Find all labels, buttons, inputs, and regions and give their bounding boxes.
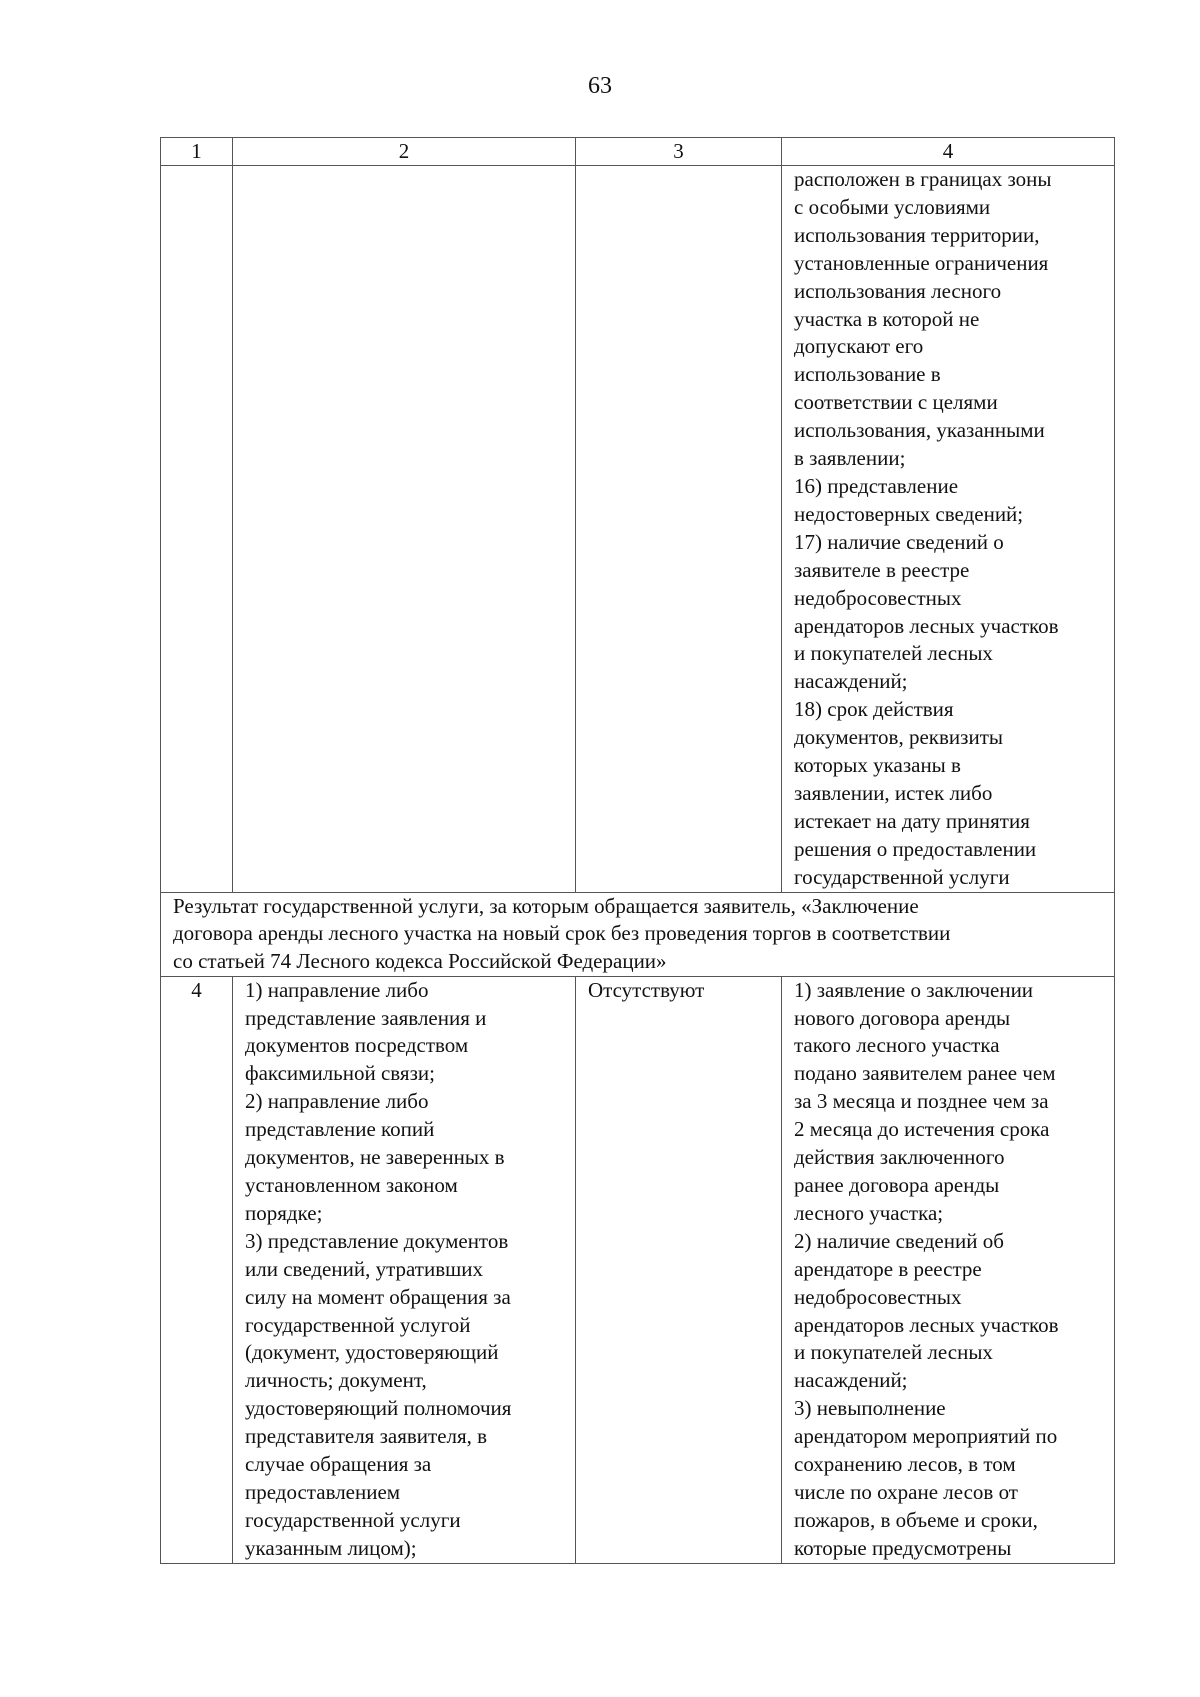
- text-line: соответствии с целями: [794, 390, 998, 415]
- text-line: арендатором мероприятий по: [794, 1424, 1058, 1449]
- text-line: насаждений;: [794, 669, 908, 694]
- text-line: удостоверяющий полномочия: [245, 1396, 512, 1421]
- text-line: действия заключенного: [794, 1145, 1005, 1170]
- text-line: 2) направление либо: [245, 1089, 429, 1114]
- text-line: Результат государственной услуги, за которым обращается заявитель, «Заключение: [173, 893, 919, 918]
- text-line: использования лесного: [794, 278, 1002, 303]
- text-line: установленном законом: [245, 1173, 458, 1198]
- text-line: установленные ограничения: [794, 250, 1049, 275]
- text-line: 1) направление либо: [245, 977, 429, 1002]
- text-line: 2) наличие сведений об: [794, 1228, 1004, 1253]
- page-number: 63: [588, 73, 612, 99]
- requirements-table: [160, 137, 1115, 1564]
- text-line: документов, реквизиты: [794, 725, 1003, 750]
- text-line: заявлении, истек либо: [794, 780, 993, 805]
- text-line: 18) срок действия: [794, 697, 954, 722]
- text-line: государственной услуги: [794, 864, 1010, 889]
- section-heading-text: [173, 893, 1106, 976]
- row4-col3-cell: Отсутствуют: [576, 976, 782, 1563]
- text-line: участка в которой не: [794, 306, 980, 331]
- text-line: случае обращения за: [245, 1452, 432, 1477]
- text-line: предоставлением: [245, 1479, 401, 1504]
- text-line: 1) заявление о заключении: [794, 977, 1034, 1002]
- text-line: силу на момент обращения за: [245, 1284, 511, 1309]
- table-row-4: [161, 976, 1115, 1563]
- row4-col4-text: [794, 977, 1106, 1563]
- continuation-col4-text: [794, 166, 1106, 892]
- text-line: нового договора аренды: [794, 1005, 1011, 1030]
- text-line: в заявлении;: [794, 446, 906, 471]
- table-row-continuation: [161, 166, 1115, 893]
- text-line: заявителе в реестре: [794, 557, 970, 582]
- text-line: арендаторов лесных участков: [794, 1312, 1059, 1337]
- text-line: документов посредством: [245, 1033, 469, 1058]
- header-cell-2: 2: [233, 138, 576, 166]
- text-line: недостоверных сведений;: [794, 501, 1024, 526]
- text-line: пожаров, в объеме и сроки,: [794, 1507, 1038, 1532]
- text-line: со статьей 74 Лесного кодекса Российской Федерации»: [173, 948, 667, 973]
- text-line: арендаторов лесных участков: [794, 613, 1059, 638]
- text-line: решения о предоставлении: [794, 836, 1037, 861]
- text-line: представителя заявителя, в: [245, 1424, 488, 1449]
- table-header-row: [161, 138, 1115, 166]
- text-line: порядке;: [245, 1200, 323, 1225]
- text-line: 3) представление документов: [245, 1228, 509, 1253]
- text-line: 16) представление: [794, 473, 959, 498]
- text-line: за 3 месяца и позднее чем за: [794, 1089, 1049, 1114]
- text-line: договора аренды лесного участка на новый срок без проведения торгов в соответствии: [173, 921, 951, 946]
- text-line: которые предусмотрены: [794, 1535, 1012, 1560]
- text-line: числе по охране лесов от: [794, 1479, 1018, 1504]
- text-line: истекает на дату принятия: [794, 808, 1030, 833]
- row4-col4-cell: [782, 976, 1115, 1563]
- section-heading-row: [161, 892, 1115, 976]
- text-line: использования, указанными: [794, 418, 1045, 443]
- text-line: недобросовестных: [794, 585, 962, 610]
- text-line: государственной услуги: [245, 1507, 461, 1532]
- text-line: расположен в границах зоны: [794, 167, 1052, 191]
- text-line: личность; документ,: [245, 1368, 427, 1393]
- continuation-cell-1: [161, 166, 233, 893]
- text-line: использования территории,: [794, 222, 1040, 247]
- continuation-cell-3: [576, 166, 782, 893]
- text-line: ранее договора аренды: [794, 1173, 1000, 1198]
- text-line: указанным лицом);: [245, 1535, 417, 1560]
- text-line: или сведений, утративших: [245, 1256, 484, 1281]
- text-line: недобросовестных: [794, 1284, 962, 1309]
- text-line: 3) невыполнение: [794, 1396, 946, 1421]
- text-line: представление заявления и: [245, 1005, 487, 1030]
- text-line: факсимильной связи;: [245, 1061, 435, 1086]
- text-line: и покупателей лесных: [794, 1340, 993, 1365]
- text-line: с особыми условиями: [794, 194, 991, 219]
- text-line: допускают его: [794, 334, 924, 359]
- text-line: и покупателей лесных: [794, 641, 993, 666]
- text-line: 2 месяца до истечения срока: [794, 1117, 1050, 1142]
- text-line: использование в: [794, 362, 941, 387]
- header-cell-1: 1: [161, 138, 233, 166]
- text-line: (документ, удостоверяющий: [245, 1340, 499, 1365]
- text-line: такого лесного участка: [794, 1033, 1000, 1058]
- text-line: которых указаны в: [794, 753, 961, 778]
- continuation-cell-4: [782, 166, 1115, 893]
- text-line: сохранению лесов, в том: [794, 1452, 1016, 1477]
- row4-number-cell: 4: [161, 976, 233, 1563]
- text-line: арендаторе в реестре: [794, 1256, 982, 1281]
- text-line: подано заявителем ранее чем: [794, 1061, 1056, 1086]
- row4-col2-text: [245, 977, 567, 1563]
- text-line: насаждений;: [794, 1368, 908, 1393]
- header-cell-4: 4: [782, 138, 1115, 166]
- text-line: 17) наличие сведений о: [794, 529, 1004, 554]
- row4-col2-cell: [233, 976, 576, 1563]
- text-line: представление копий: [245, 1117, 435, 1142]
- continuation-cell-2: [233, 166, 576, 893]
- text-line: документов, не заверенных в: [245, 1145, 505, 1170]
- section-heading-cell: [161, 892, 1115, 976]
- text-line: лесного участка;: [794, 1200, 944, 1225]
- header-cell-3: 3: [576, 138, 782, 166]
- text-line: государственной услугой: [245, 1312, 471, 1337]
